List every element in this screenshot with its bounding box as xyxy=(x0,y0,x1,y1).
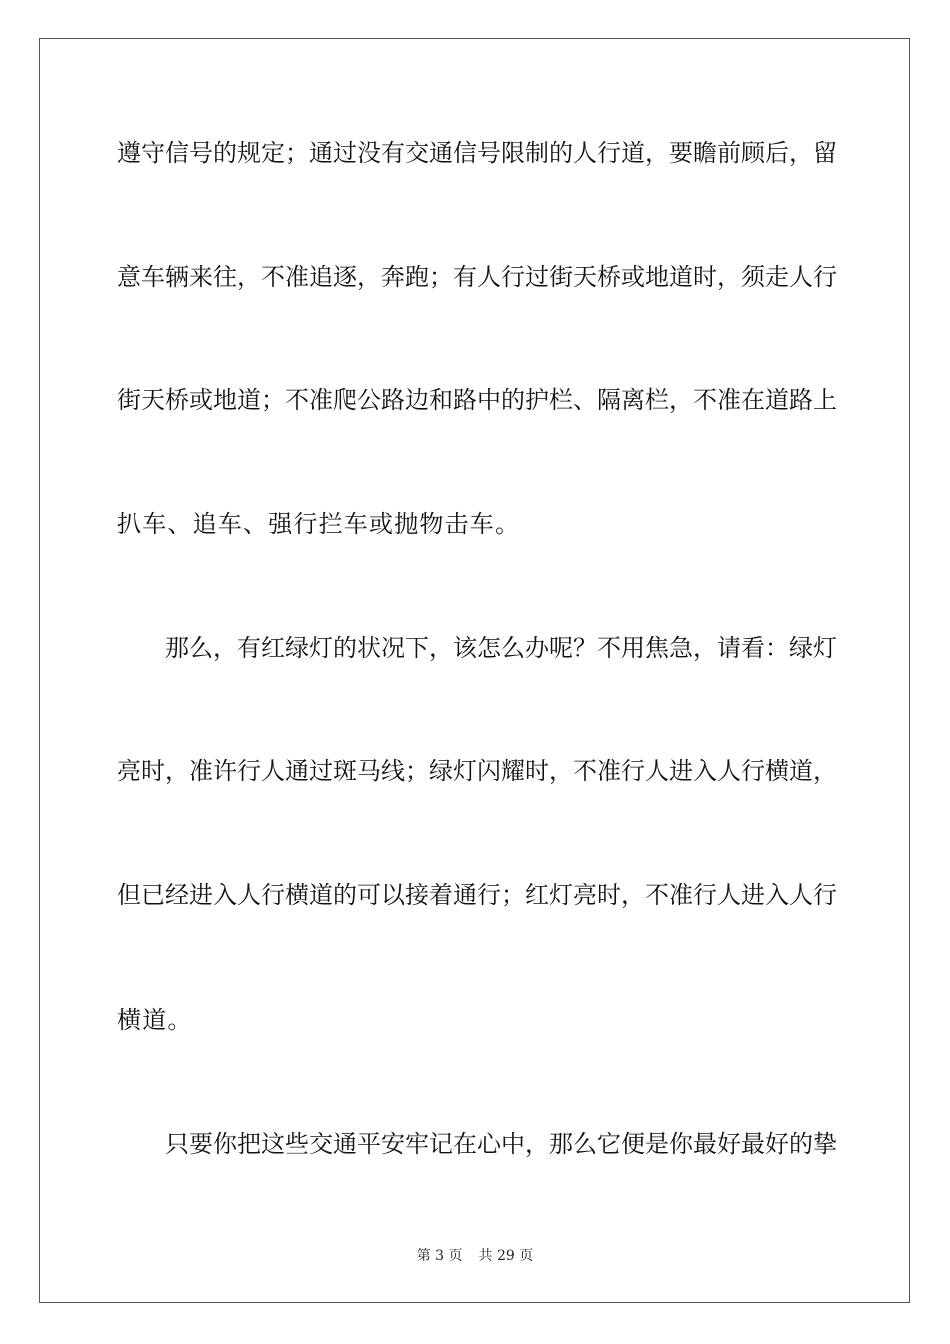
paragraph-line: 横道。 xyxy=(117,1006,193,1034)
paragraph-line: 扒车、追车、强行拦车或抛物击车。 xyxy=(117,510,521,538)
paragraph-line: 只要你把这些交通平安牢记在心中，那么它便是你最好最好的挚 xyxy=(165,1130,837,1158)
page-number: 第 3 页 xyxy=(416,1248,463,1264)
paragraph-line: 但已经进入人行横道的可以接着通行；红灯亮时，不准行人进入人行 xyxy=(117,881,837,909)
page-footer xyxy=(0,1247,950,1265)
page-border xyxy=(39,38,910,1303)
paragraph-line: 那么，有红绿灯的状况下，该怎么办呢？不用焦急，请看：绿灯 xyxy=(165,634,837,662)
page-total: 共 29 页 xyxy=(478,1248,534,1264)
paragraph-line: 遵守信号的规定；通过没有交通信号限制的人行道，要瞻前顾后，留 xyxy=(117,139,837,167)
paragraph-line: 街天桥或地道；不准爬公路边和路中的护栏、隔离栏，不准在道路上 xyxy=(117,386,837,414)
paragraph-line: 意车辆来往，不准追逐，奔跑；有人行过街天桥或地道时，须走人行 xyxy=(117,263,837,291)
paragraph-line: 亮时，准许行人通过斑马线；绿灯闪耀时，不准行人进入人行横道， xyxy=(117,757,837,785)
